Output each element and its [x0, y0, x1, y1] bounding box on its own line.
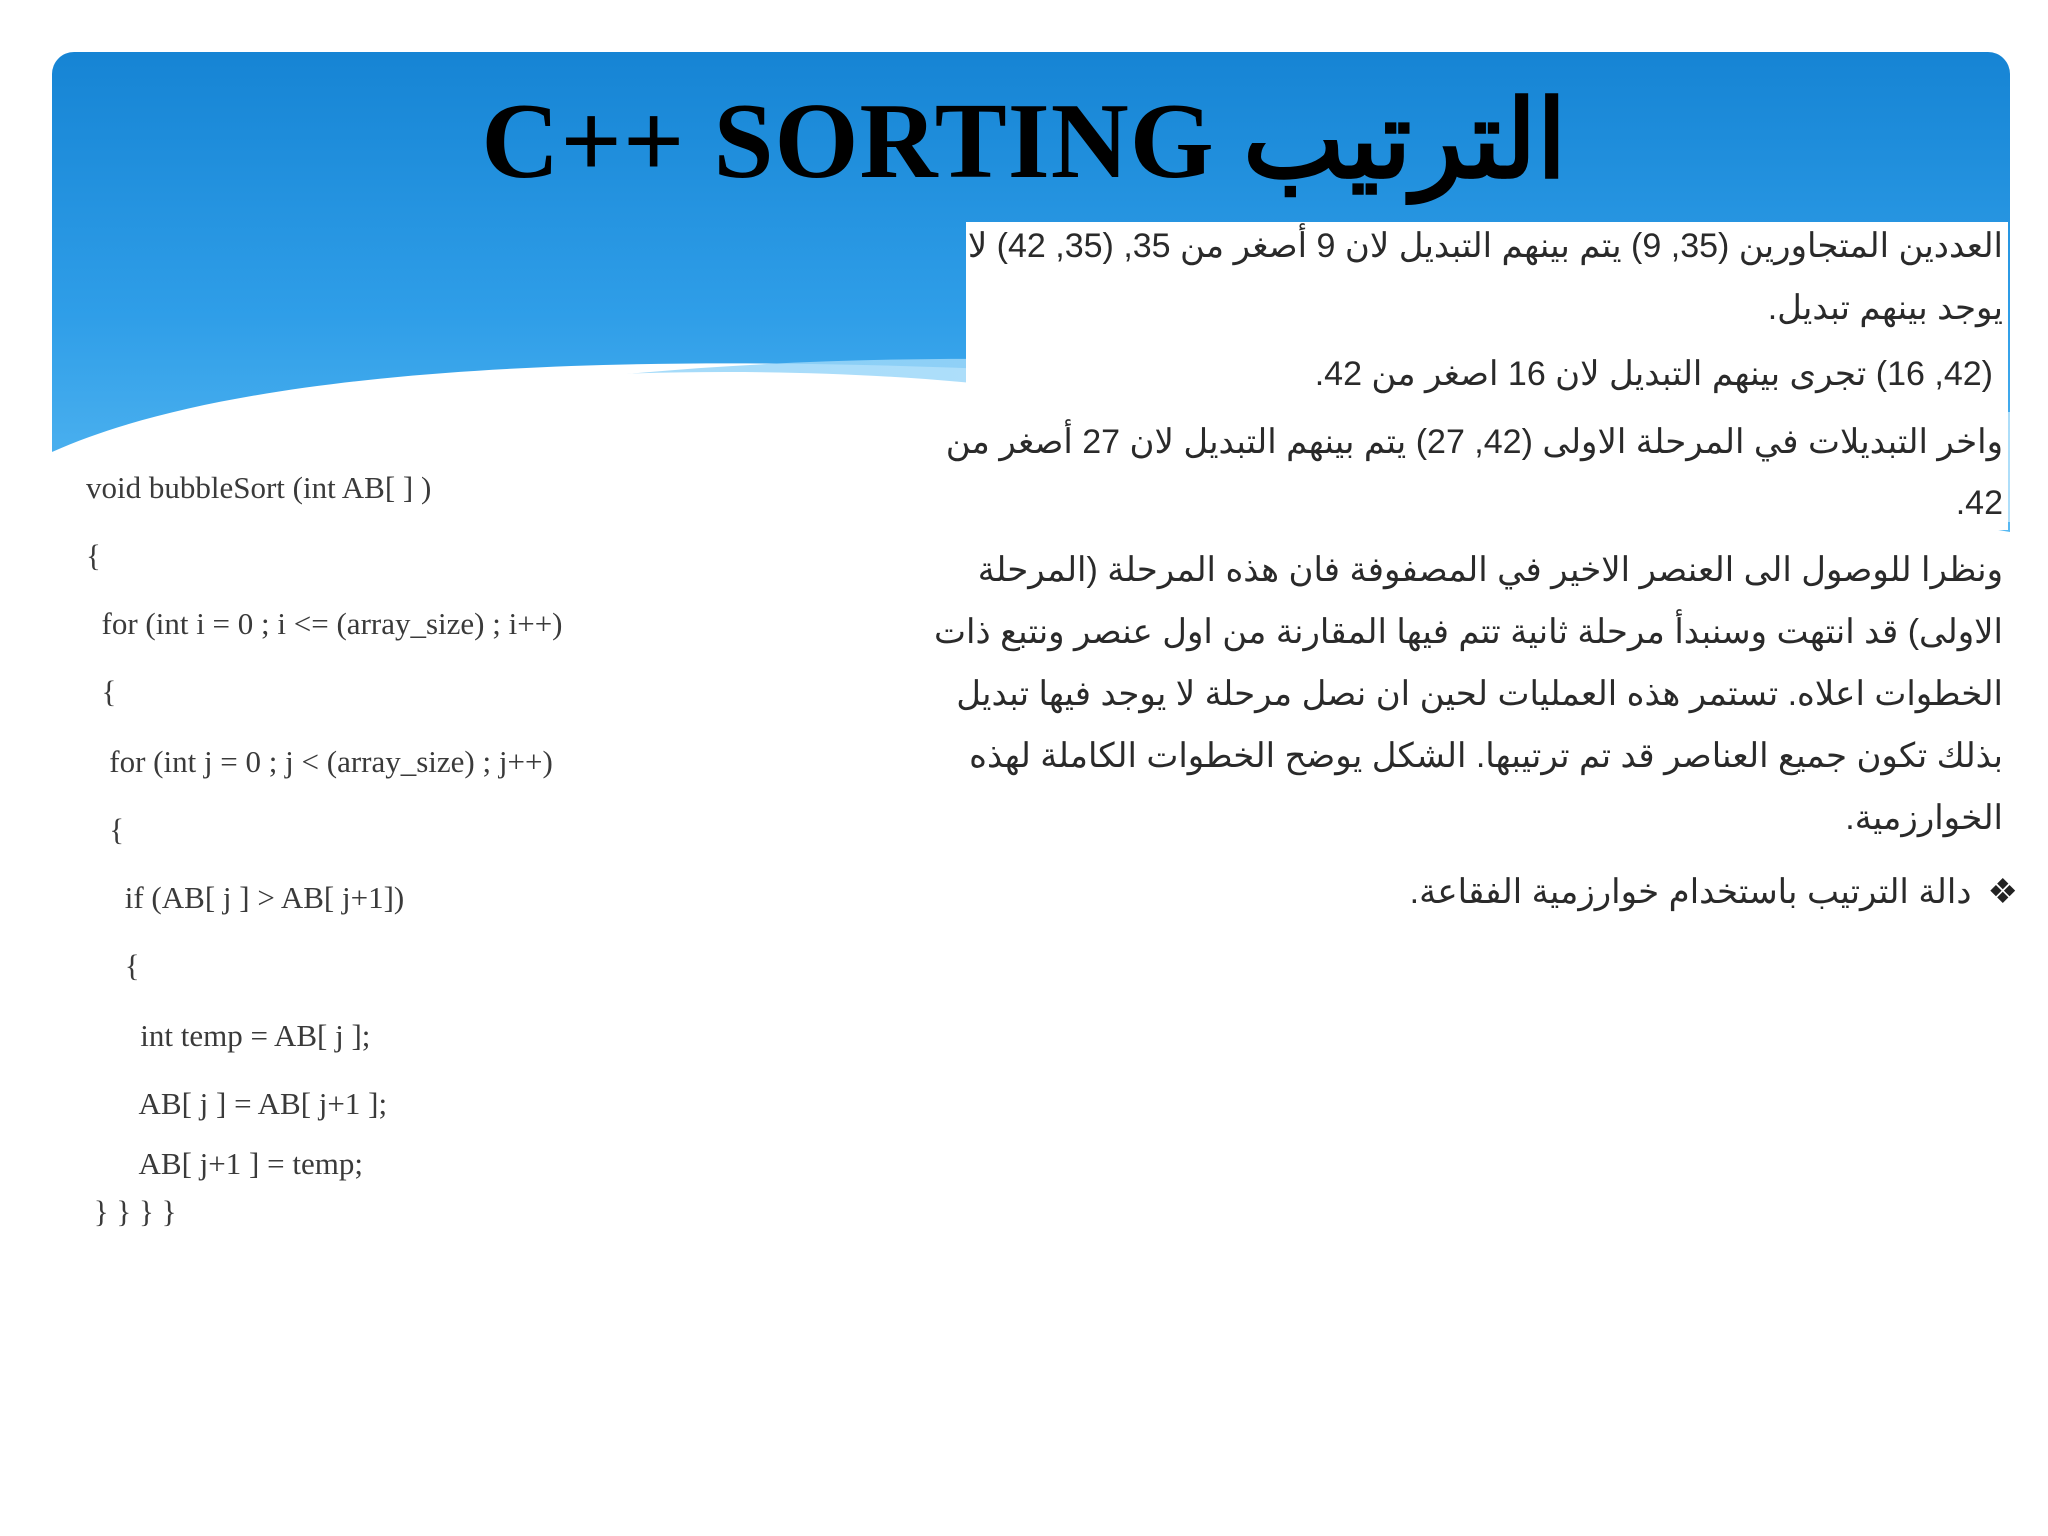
code-line: {: [86, 674, 117, 709]
code-line: for (int j = 0 ; j < (array_size) ; j++): [86, 744, 553, 779]
explanation-line: الخطوات اعلاه. تستمر هذه العمليات لحين ان نصل مرحلة لا يوجد فيها تبديل: [956, 675, 2003, 713]
explanation-line: بذلك تكون جميع العناصر قد تم ترتيبها. الشكل يوضح الخطوات الكاملة لهذه: [969, 737, 2003, 775]
explanation-line: الاولى) قد انتهت وسنبدأ مرحلة ثانية تتم فيها المقارنة من اول عنصر ونتبع ذات: [934, 613, 2003, 651]
bullet-item: [1410, 872, 2018, 912]
code-line: {: [86, 812, 125, 847]
explanation-line: (42, 16) تجرى بينهم التبديل لان 16 اصغر من 42.: [1314, 355, 1993, 393]
code-line: for (int i = 0 ; i <= (array_size) ; i++): [86, 606, 563, 641]
code-line: {: [86, 538, 101, 573]
slide-title: C++ SORTING الترتيب: [481, 82, 1567, 201]
code-line: AB[ j ] = AB[ j+1 ];: [86, 1086, 388, 1121]
explanation-line: ونظرا للوصول الى العنصر الاخير في المصفوفة فان هذه المرحلة (المرحلة: [977, 551, 2003, 589]
explanation-line: 42.: [1955, 484, 2003, 522]
bullet-text: دالة الترتيب باستخدام خوارزمية الفقاعة.: [1409, 873, 1972, 911]
explanation-text: [934, 226, 2003, 837]
explanation-line: يوجد بينهم تبديل.: [1767, 289, 2003, 327]
four-diamond-bullet-icon: ❖: [1987, 873, 2018, 911]
code-line: } } } }: [86, 1194, 177, 1229]
code-line: void bubbleSort (int AB[ ] ): [86, 470, 432, 505]
code-line: int temp = AB[ j ];: [86, 1018, 371, 1053]
code-line: AB[ j+1 ] = temp;: [86, 1146, 363, 1181]
code-line: if (AB[ j ] > AB[ j+1]): [86, 880, 405, 915]
code-line: {: [86, 948, 140, 983]
explanation-line: العددين المتجاورين (35, 9) يتم بينهم التبديل لان 9 أصغر من 35, (35, 42) لا: [967, 227, 2003, 265]
explanation-line: الخوارزمية.: [1845, 799, 2003, 837]
explanation-line: واخر التبديلات في المرحلة الاولى (42, 27) يتم بينهم التبديل لان 27 أصغر من: [945, 423, 2003, 461]
